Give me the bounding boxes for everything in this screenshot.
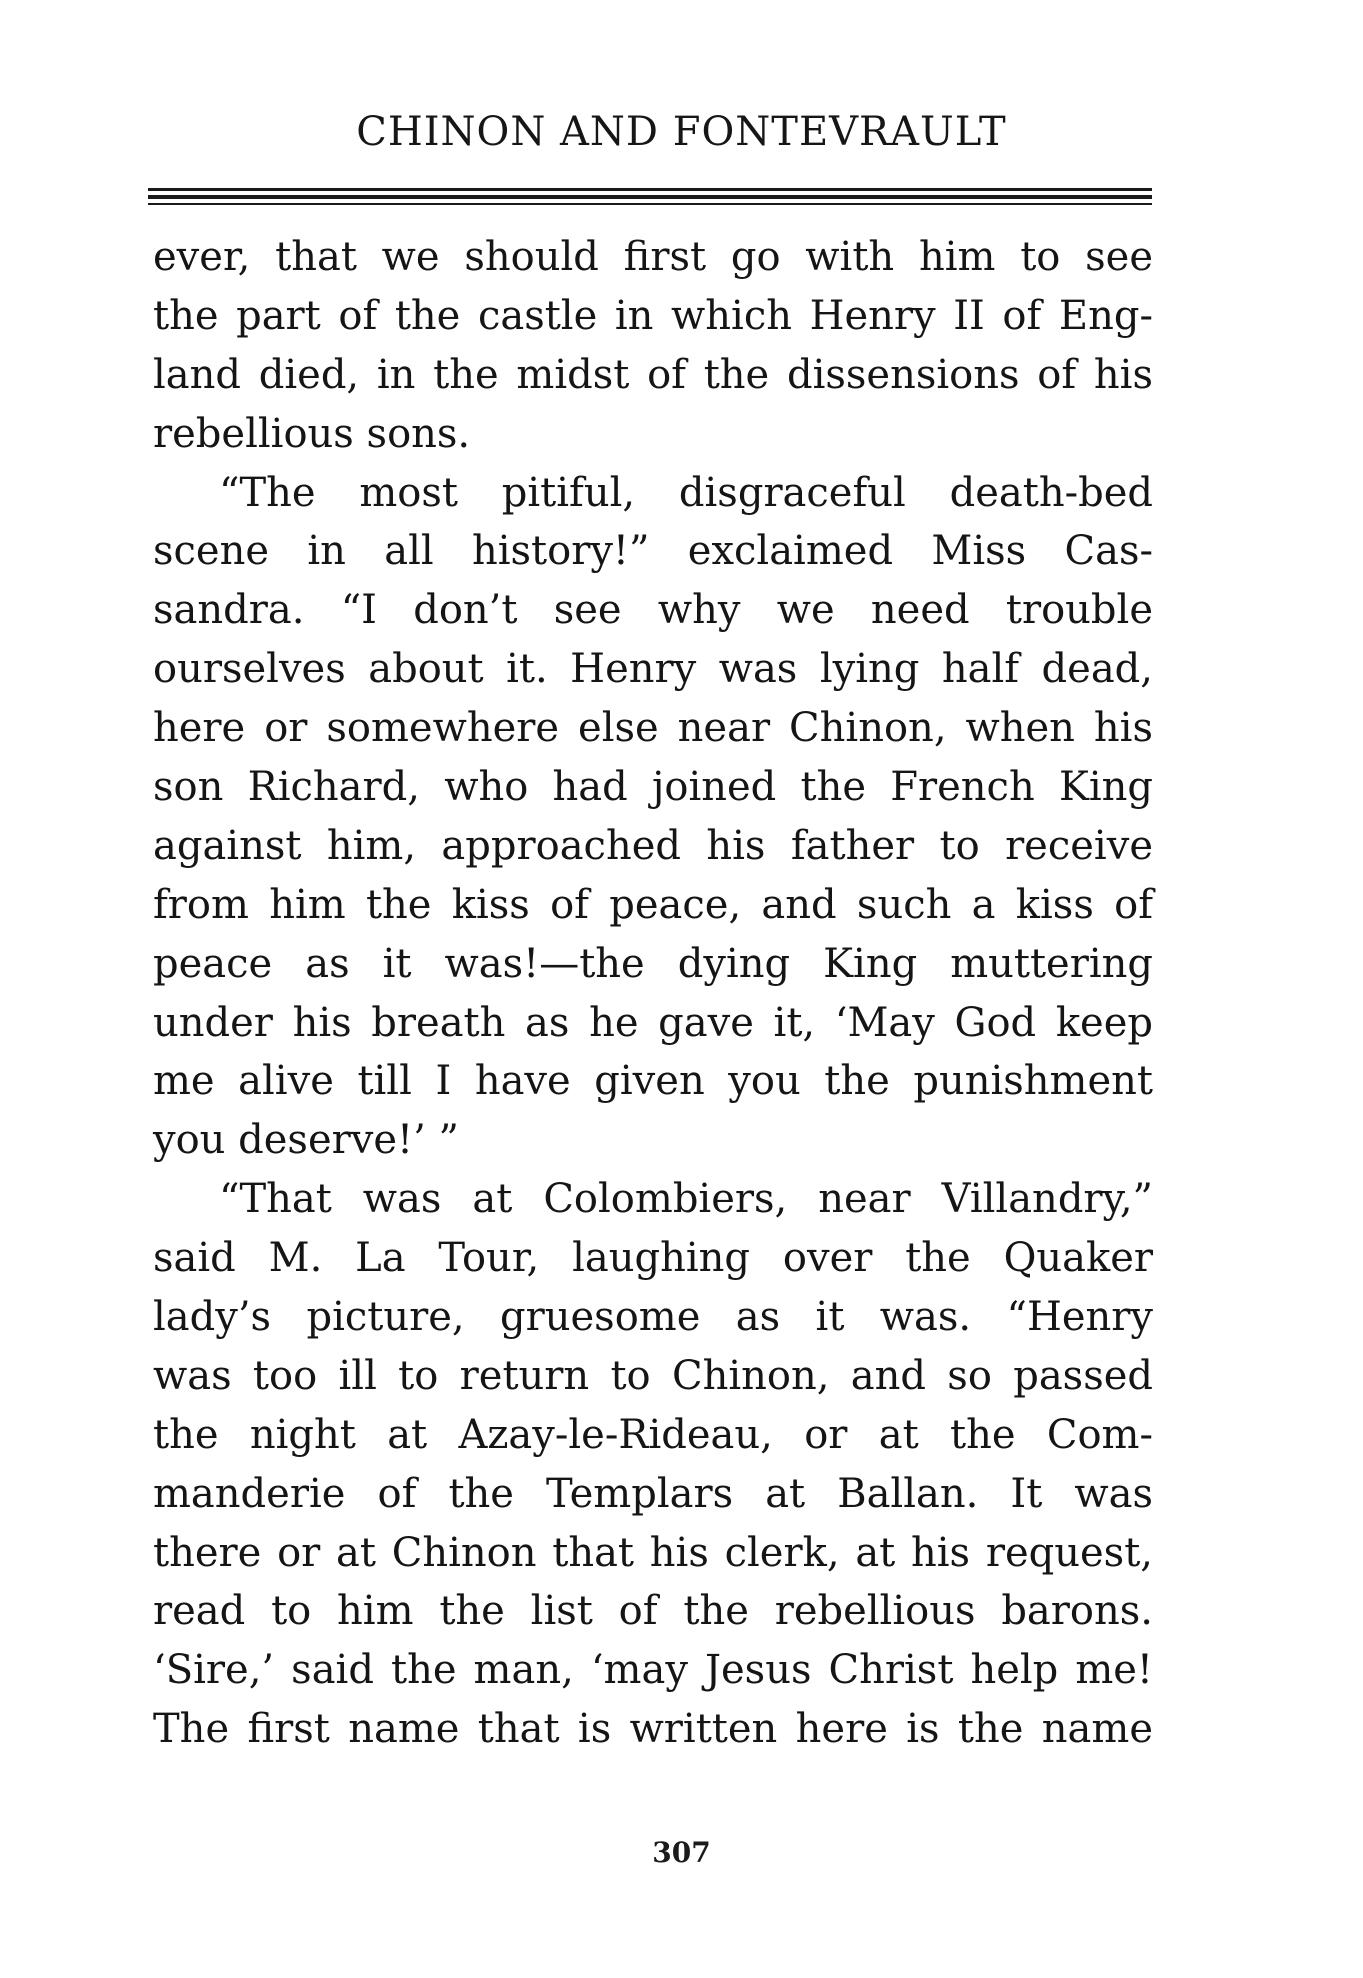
text-line: the part of the castle in which Henry II of Eng- (153, 292, 1153, 339)
text-line: scene in all history!” exclaimed Miss Cas- (153, 528, 1153, 575)
running-head: CHINON AND FONTEVRAULT (356, 109, 1007, 155)
text-line: The first name that is written here is the name (153, 1706, 1153, 1753)
text-line: here or somewhere else near Chinon, when his (153, 705, 1153, 752)
text-line: from him the kiss of peace, and such a kiss of (153, 881, 1153, 928)
text-line: peace as it was!—the dying King muttering (153, 940, 1153, 987)
text-line: son Richard, who had joined the French King (153, 764, 1153, 811)
header-rule (148, 203, 1152, 205)
text-line: rebellious sons. (153, 410, 471, 457)
text-line: you deserve!’ ” (153, 1117, 459, 1164)
text-line: said M. La Tour, laughing over the Quaker (153, 1235, 1153, 1282)
text-line: the night at Azay-le-Rideau, or at the Com- (153, 1411, 1153, 1458)
text-line: there or at Chinon that his clerk, at his request, (153, 1529, 1153, 1576)
text-line: manderie of the Templars at Ballan. It was (153, 1470, 1153, 1517)
text-line: lady’s picture, gruesome as it was. “Henry (153, 1294, 1153, 1341)
header-rule (148, 195, 1152, 199)
page-number: 307 (652, 1836, 711, 1869)
text-line: me alive till I have given you the punishment (153, 1058, 1153, 1105)
text-line: “That was at Colombiers, near Villandry,” (219, 1176, 1153, 1223)
text-line: “The most pitiful, disgraceful death-bed (219, 469, 1153, 516)
header-rule (148, 188, 1152, 191)
text-line: ourselves about it. Henry was lying half dead, (153, 646, 1153, 693)
text-line: land died, in the midst of the dissensions of his (153, 351, 1153, 398)
text-line: against him, approached his father to receive (153, 822, 1153, 869)
text-line: was too ill to return to Chinon, and so passed (153, 1352, 1153, 1399)
text-line: ‘Sire,’ said the man, ‘may Jesus Christ help me! (153, 1647, 1153, 1694)
text-line: ever, that we should first go with him to see (153, 234, 1153, 280)
text-line: read to him the list of the rebellious barons. (153, 1588, 1153, 1635)
text-line: sandra. “I don’t see why we need trouble (153, 587, 1153, 634)
text-line: under his breath as he gave it, ‘May God keep (153, 999, 1153, 1046)
body-text (153, 228, 1153, 1759)
